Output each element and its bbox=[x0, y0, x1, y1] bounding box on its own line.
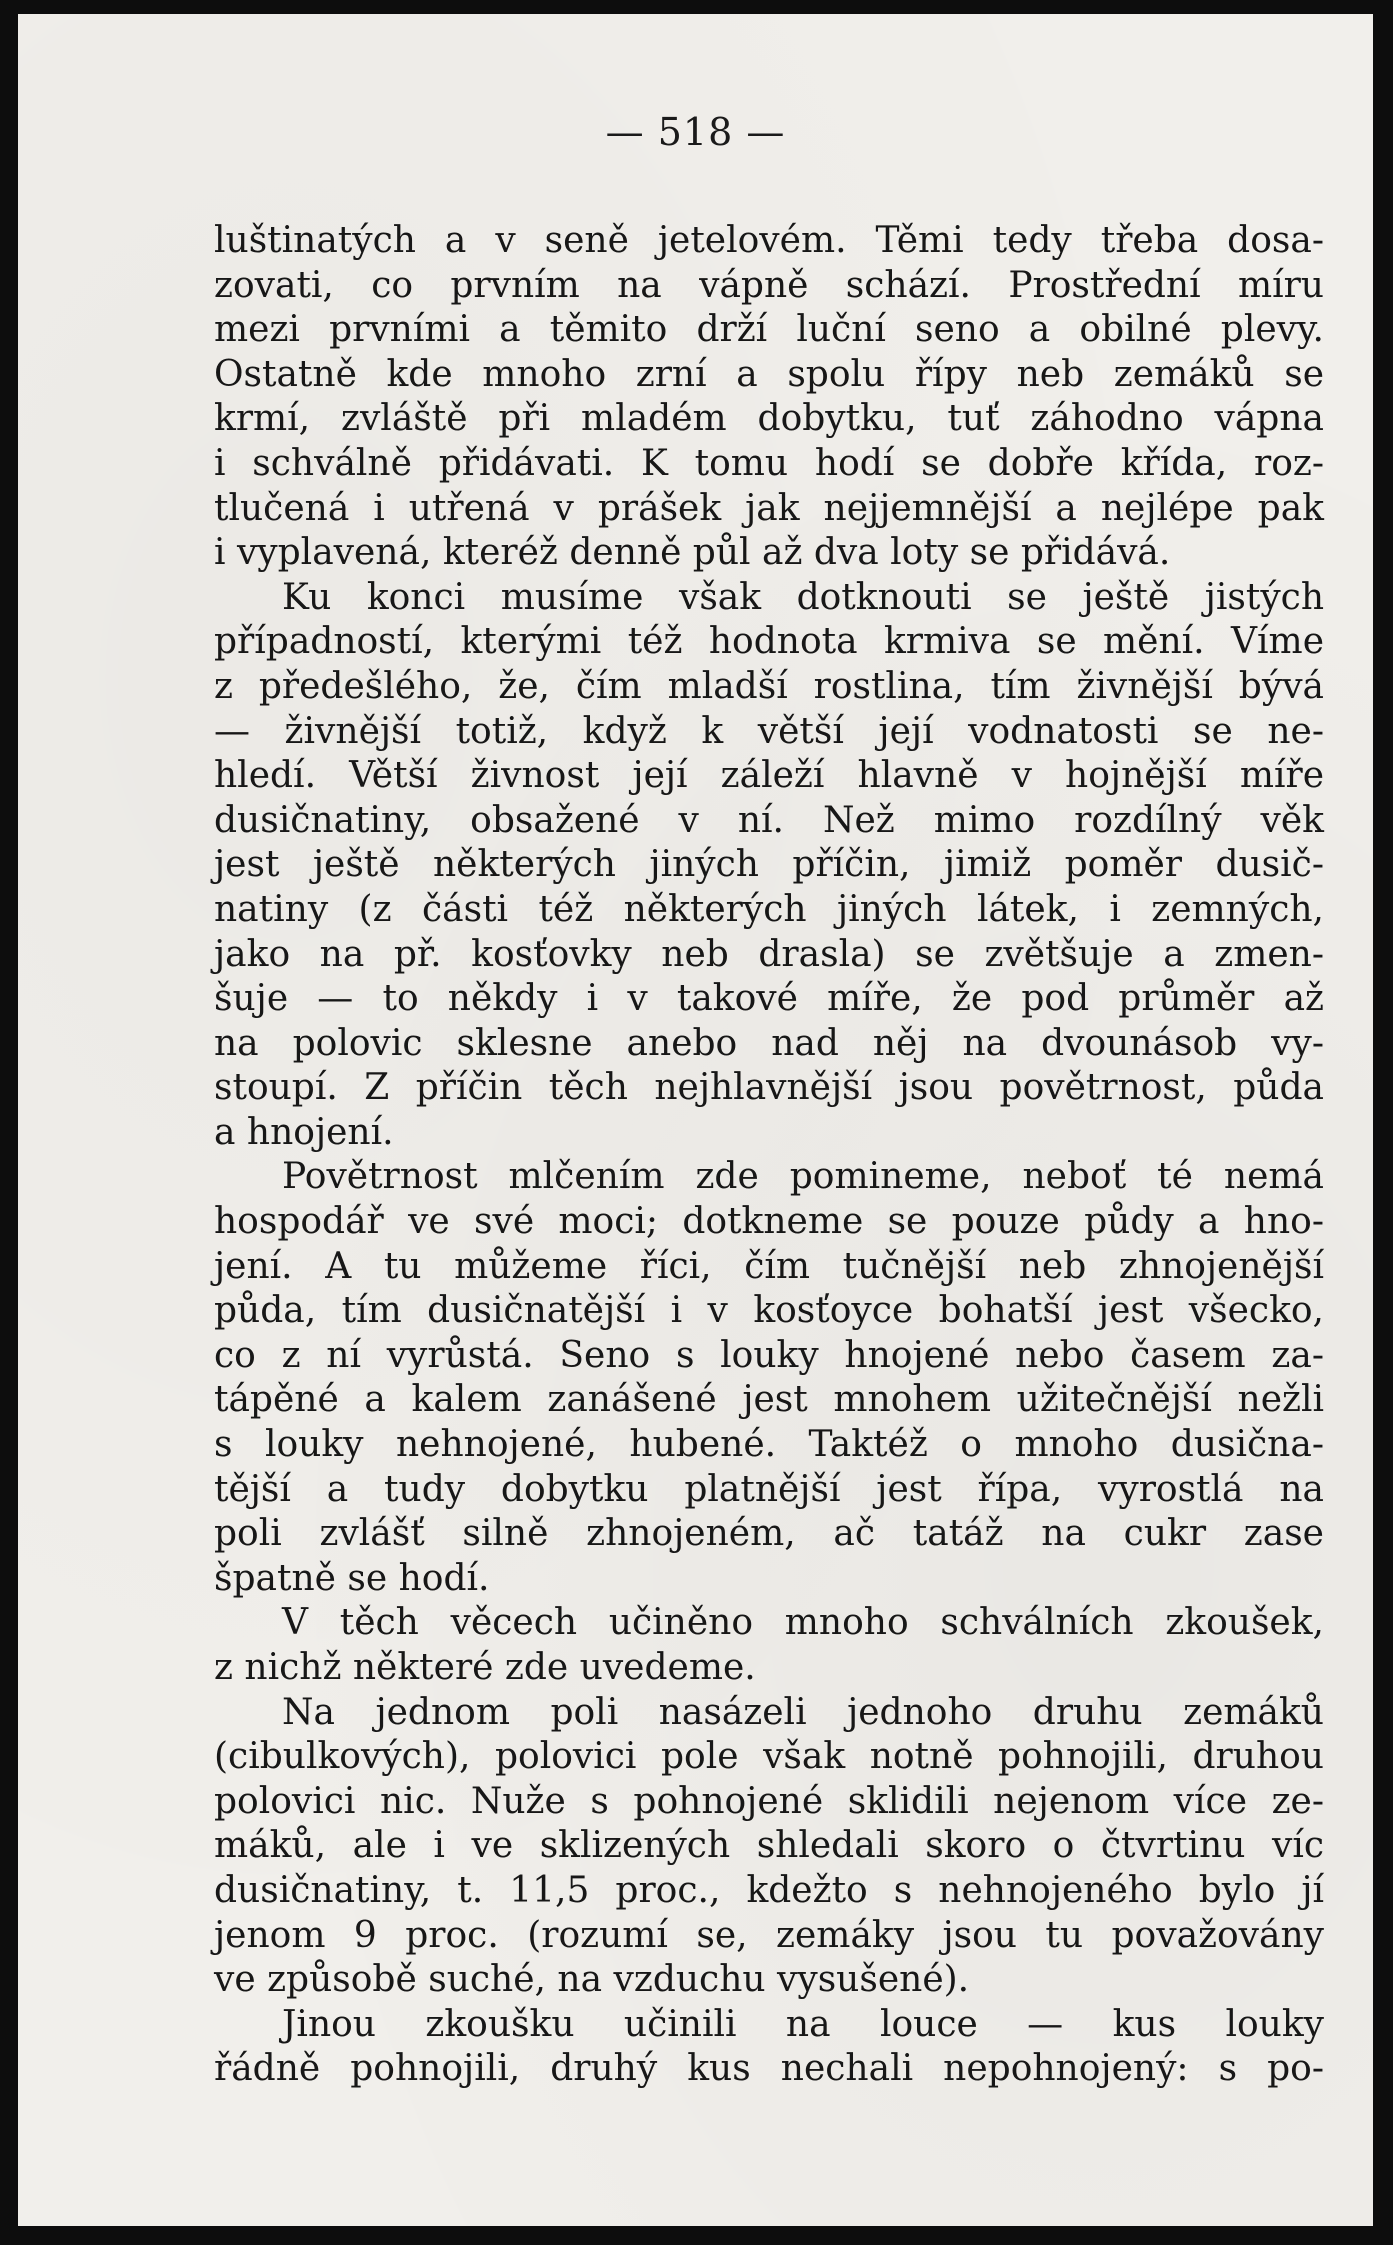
text-line: z nichž některé zde uvedeme. bbox=[214, 1647, 756, 1688]
text-line: tlučená i utřená v prášek jak nejjemnější a nejlépe pak bbox=[214, 487, 1324, 529]
text-line: ve způsobě suché, na vzduchu vysušené). bbox=[214, 1959, 970, 2001]
text-line: tápěné a kalem zanášené jest mnohem užitečnější nežli bbox=[214, 1379, 1324, 1421]
text-line: hospodář ve své moci; dotkneme se pouze půdy a hno- bbox=[214, 1201, 1324, 1243]
text-line: polovici nic. Nuže s pohnojené sklidili nejenom více ze- bbox=[214, 1780, 1324, 1822]
page-number: — 518 — bbox=[605, 110, 786, 154]
text-line: na polovic sklesne anebo nad něj na dvounásob vy- bbox=[214, 1022, 1324, 1064]
text-line: — živnější totiž, když k větší její vodnatosti se ne- bbox=[214, 710, 1324, 752]
text-line: Ku konci musíme však dotknouti se ještě jistých bbox=[282, 576, 1324, 618]
text-line: s louky nehnojené, hubené. Taktéž o mnoho dusična- bbox=[214, 1424, 1324, 1466]
text-line: Povětrnost mlčením zde pomineme, neboť té nemá bbox=[282, 1156, 1324, 1198]
text-line: zovati, co prvním na vápně schází. Prostřední míru bbox=[214, 264, 1324, 306]
text-line: jako na př. kosťovky neb drasla) se zvětšuje a zmen- bbox=[214, 933, 1324, 975]
text-line: máků, ale i ve sklizených shledali skoro o čtvrtinu víc bbox=[214, 1825, 1324, 1867]
text-line: Na jednom poli nasázeli jednoho druhu zemáků bbox=[282, 1691, 1324, 1733]
text-line: z předešlého, že, čím mladší rostlina, tím živnější bývá bbox=[214, 665, 1324, 707]
text-line: poli zvlášť silně zhnojeném, ač tatáž na cukr zase bbox=[214, 1513, 1324, 1555]
text-line: dusičnatiny, obsažené v ní. Než mimo rozdílný věk bbox=[214, 799, 1324, 841]
text-line: co z ní vyrůstá. Seno s louky hnojené nebo časem za- bbox=[214, 1334, 1324, 1376]
text-line: hledí. Větší živnost její záleží hlavně v hojnější míře bbox=[214, 755, 1324, 797]
text-line: řádně pohnojili, druhý kus nechali nepohnojený: s po- bbox=[214, 2048, 1324, 2090]
body-text bbox=[214, 219, 1324, 2092]
text-line: Jinou zkoušku učinili na louce — kus louky bbox=[282, 2003, 1324, 2045]
text-line: a hnojení. bbox=[214, 1111, 394, 1153]
text-line: případností, kterými též hodnota krmiva se mění. Víme bbox=[214, 621, 1324, 663]
text-line: i vyplavená, kteréž denně půl až dva loty se přidává. bbox=[214, 532, 1171, 574]
text-line: půda, tím dusičnatější i v kosťoyce bohatší jest všecko, bbox=[214, 1290, 1324, 1332]
text-line: dusičnatiny, t. 11,5 proc., kdežto s nehnojeného bylo jí bbox=[214, 1869, 1324, 1911]
text-line: šuje — to někdy i v takové míře, že pod průměr až bbox=[214, 978, 1324, 1020]
text-line: jenom 9 proc. (rozumí se, zemáky jsou tu považovány bbox=[214, 1914, 1324, 1956]
text-line: špatně se hodí. bbox=[214, 1557, 490, 1599]
text-line: Ostatně kde mnoho zrní a spolu řípy neb zemáků se bbox=[214, 353, 1324, 395]
text-line: jení. A tu můžeme říci, čím tučnější neb zhnojenější bbox=[214, 1245, 1324, 1287]
text-line: luštinatých a v seně jetelovém. Těmi tedy třeba dosa- bbox=[214, 220, 1324, 261]
text-line: mezi prvními a těmito drží luční seno a obilné plevy. bbox=[214, 309, 1324, 351]
text-line: jest ještě některých jiných příčin, jimiž poměr dusič- bbox=[214, 844, 1324, 886]
text-line: natiny (z části též některých jiných látek, i zemných, bbox=[214, 888, 1324, 930]
text-line: tější a tudy dobytku platnější jest řípa, vyrostlá na bbox=[214, 1468, 1324, 1510]
text-line: (cibulkových), polovici pole však notně pohnojili, druhou bbox=[214, 1736, 1324, 1778]
text-line: V těch věcech učiněno mnoho schválních zkoušek, bbox=[282, 1602, 1324, 1644]
text-line: krmí, zvláště při mladém dobytku, tuť záhodno vápna bbox=[214, 398, 1324, 440]
book-page bbox=[18, 14, 1373, 2226]
text-line: stoupí. Z příčin těch nejhlavnější jsou povětrnost, půda bbox=[214, 1067, 1324, 1109]
text-line: i schválně přidávati. K tomu hodí se dobře křída, roz- bbox=[214, 442, 1324, 484]
